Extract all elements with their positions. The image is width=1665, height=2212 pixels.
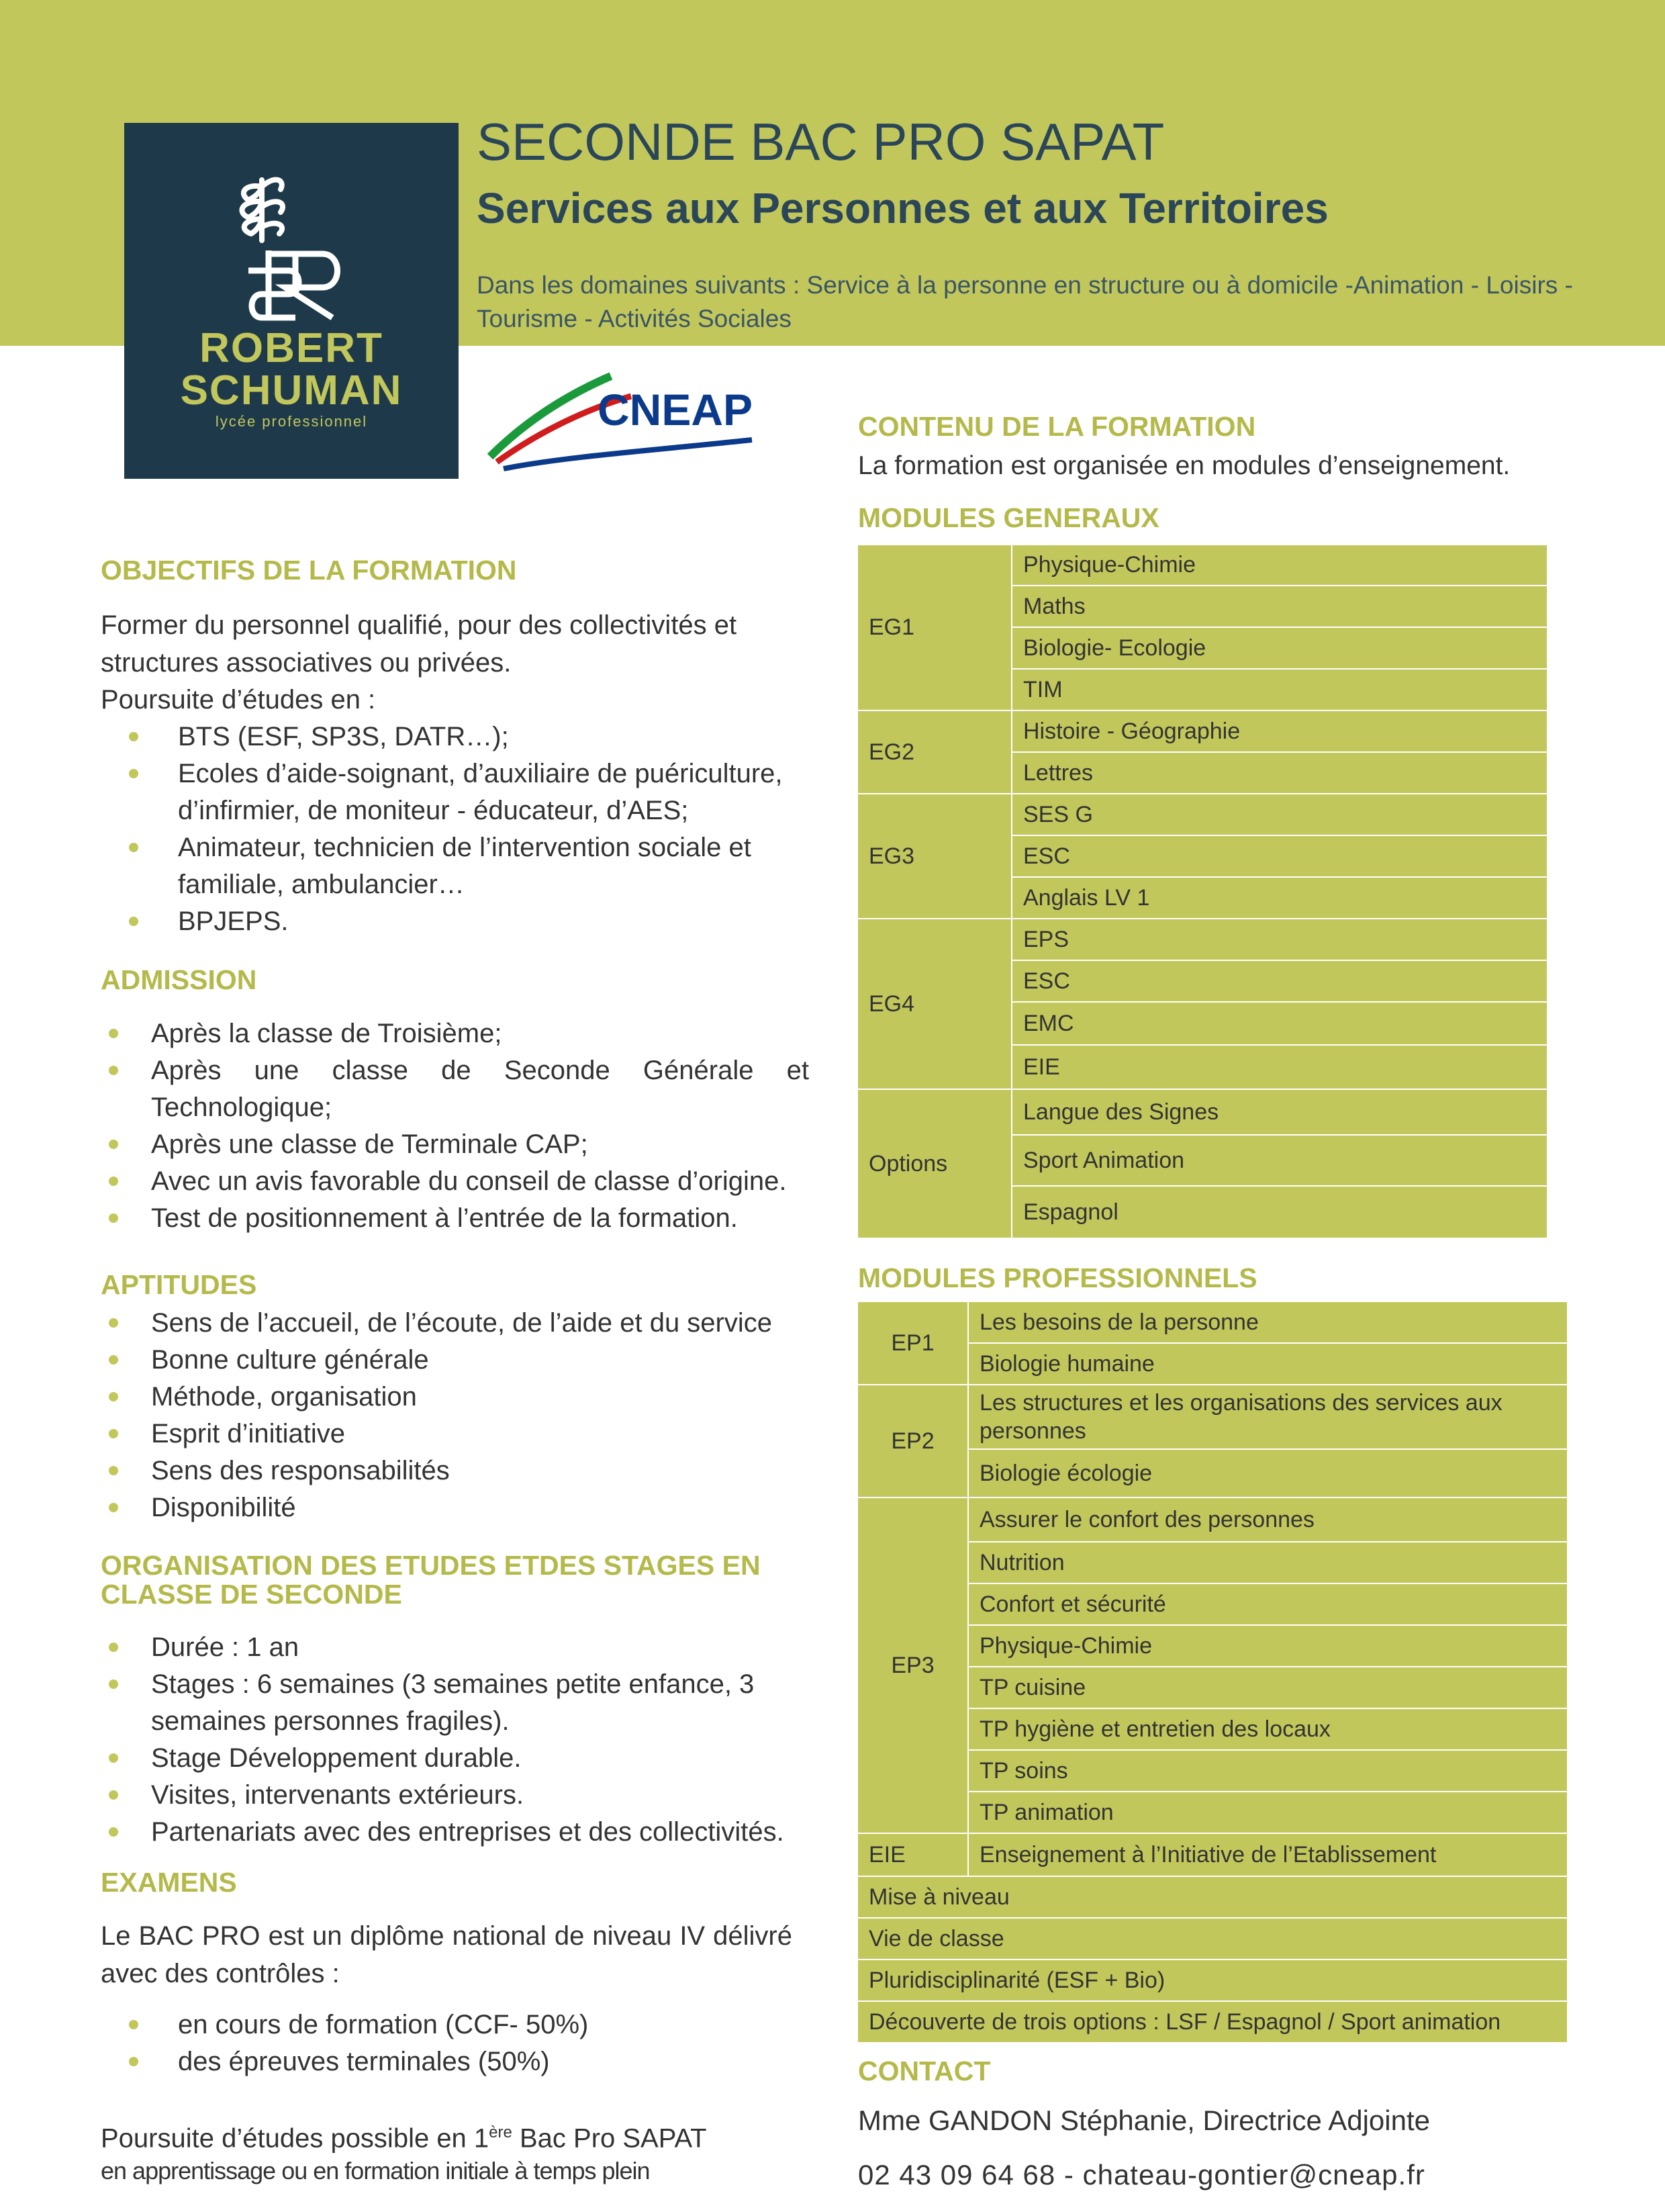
module-item: Anglais LV 1 xyxy=(1012,877,1548,919)
module-item: Assurer le confort des personnes xyxy=(968,1497,1568,1542)
logo-line-robert: ROBERT xyxy=(199,325,383,371)
domains-text: Dans les domaines suivants : Service à la personne en structure ou à domicile -Animation - Loisirs - Tourisme - Activités Sociales xyxy=(477,271,1573,332)
table-row xyxy=(857,794,1548,835)
modules-pro-table xyxy=(857,1301,1568,2043)
examens-heading: EXAMENS xyxy=(101,1867,237,1898)
module-item: ESC xyxy=(1012,960,1548,1002)
module-code: EP1 xyxy=(857,1301,968,1385)
list-item: Sens des responsabilités xyxy=(101,1453,809,1489)
module-code: EP2 xyxy=(857,1385,968,1497)
contenu-text: La formation est organisée en modules d’enseignement. xyxy=(858,451,1511,480)
module-item: Sport Animation xyxy=(1012,1135,1548,1186)
module-item: TIM xyxy=(1012,669,1548,710)
module-item: TP animation xyxy=(968,1792,1568,1833)
list-item: Durée : 1 an xyxy=(101,1629,809,1666)
module-item: Vie de classe xyxy=(857,1918,1568,1960)
poursuite-bac-pro xyxy=(101,2114,809,2157)
list-item: Partenariats avec des entreprises et des collectivités. xyxy=(101,1814,809,1851)
module-item: ESC xyxy=(1012,835,1548,877)
aptitudes-heading: APTITUDES xyxy=(101,1269,257,1300)
module-item: EIE xyxy=(1012,1045,1548,1089)
module-item: Nutrition xyxy=(968,1542,1568,1583)
admission-list xyxy=(101,1015,809,1237)
table-row xyxy=(857,919,1548,960)
list-item: BTS (ESF, SP3S, DATR…); xyxy=(101,719,812,755)
list-item: Disponibilité xyxy=(101,1489,809,1526)
list-item: Animateur, technicien de l’intervention sociale et familiale, ambulancier… xyxy=(101,829,812,903)
module-item: Histoire - Géographie xyxy=(1012,710,1548,752)
list-item: Esprit d’initiative xyxy=(101,1416,809,1453)
contact-heading: CONTACT xyxy=(858,2056,991,2086)
school-logo xyxy=(124,123,459,479)
list-item: en cours de formation (CCF- 50%) xyxy=(101,2007,809,2043)
module-item: Les besoins de la personne xyxy=(968,1301,1568,1343)
objectifs-intro: Former du personnel qualifié, pour des collectivités et structures associatives ou privées. xyxy=(101,610,737,678)
table-row xyxy=(857,1385,1568,1449)
module-item: TP soins xyxy=(968,1750,1568,1792)
table-row xyxy=(857,1833,1568,1876)
module-item: Biologie humaine xyxy=(968,1343,1568,1385)
table-row xyxy=(857,710,1548,752)
module-code: EG3 xyxy=(857,794,1012,919)
logo-subtitle: lycée professionnel xyxy=(215,413,368,430)
objectifs-heading: OBJECTIFS DE LA FORMATION xyxy=(101,555,517,586)
organisation-heading xyxy=(101,1551,761,1609)
page-title: SECONDE BAC PRO SAPAT xyxy=(477,112,1165,171)
poursuite-text: Poursuite d’études possible en 1 xyxy=(101,2123,489,2154)
module-item: Pluridisciplinarité (ESF + Bio) xyxy=(857,1960,1568,2001)
modules-generaux-table xyxy=(857,544,1548,1239)
module-item: Confort et sécurité xyxy=(968,1583,1568,1625)
table-row xyxy=(857,1497,1568,1542)
module-code: Options xyxy=(857,1089,1012,1238)
module-code: EIE xyxy=(857,1833,968,1876)
table-row xyxy=(857,545,1548,586)
module-item: Les structures et les organisations des services aux personnes xyxy=(968,1385,1568,1449)
list-item: Stages : 6 semaines (3 semaines petite enfance, 3 semaines personnes fragiles). xyxy=(101,1666,809,1740)
module-item: Physique-Chimie xyxy=(968,1625,1568,1667)
module-item: SES G xyxy=(1012,794,1548,835)
module-code: EP3 xyxy=(857,1497,968,1833)
contact-info: 02 43 09 64 68 - chateau-gontier@cneap.fr xyxy=(858,2159,1425,2191)
admission-heading: ADMISSION xyxy=(101,964,257,995)
cneap-wordmark: CNEAP xyxy=(598,385,753,434)
table-row xyxy=(857,1301,1568,1343)
module-item: TP hygiène et entretien des locaux xyxy=(968,1708,1568,1750)
module-code: EG1 xyxy=(857,545,1012,710)
table-row xyxy=(857,1089,1548,1135)
modules-generaux-heading: MODULES GENERAUX xyxy=(858,502,1159,533)
organisation-heading-line1: ORGANISATION DES ETUDES ETDES STAGES EN xyxy=(101,1550,761,1581)
organisation-heading-line2: CLASSE DE SECONDE xyxy=(101,1579,402,1610)
organisation-list xyxy=(101,1629,809,1851)
module-item: Espagnol xyxy=(1012,1186,1548,1238)
module-code: EG4 xyxy=(857,919,1012,1089)
list-item: Après une classe de Seconde Générale et Technologique; xyxy=(101,1052,809,1126)
list-item: Après une classe de Terminale CAP; xyxy=(101,1126,809,1163)
objectifs-list xyxy=(101,719,812,940)
module-item: TP cuisine xyxy=(968,1667,1568,1708)
poursuite-modalites: en apprentissage ou en formation initiale à temps plein xyxy=(101,2157,650,2184)
module-item: Maths xyxy=(1012,586,1548,627)
list-item: Sens de l’accueil, de l’écoute, de l’aide et du service xyxy=(101,1305,809,1342)
module-item: Biologie- Ecologie xyxy=(1012,627,1548,669)
examens-list xyxy=(101,2007,809,2080)
cneap-logo xyxy=(483,356,765,473)
module-item: EMC xyxy=(1012,1002,1548,1045)
poursuite-sup: ère xyxy=(489,2123,512,2141)
module-item: Biologie écologie xyxy=(968,1449,1568,1497)
poursuite-text-end: Bac Pro SAPAT xyxy=(512,2123,707,2154)
module-item: EPS xyxy=(1012,919,1548,960)
list-item: Stage Développement durable. xyxy=(101,1740,809,1777)
table-row xyxy=(857,1960,1568,2001)
module-item: Mise à niveau xyxy=(857,1876,1568,1918)
list-item: Visites, intervenants extérieurs. xyxy=(101,1777,809,1814)
list-item: Avec un avis favorable du conseil de classe d’origine. xyxy=(101,1163,809,1200)
contact-name: Mme GANDON Stéphanie, Directrice Adjointe xyxy=(858,2105,1430,2136)
poursuite-label: Poursuite d’études en : xyxy=(101,685,376,715)
page-subtitle: Services aux Personnes et aux Territoires xyxy=(477,184,1329,232)
module-item: Langue des Signes xyxy=(1012,1089,1548,1135)
list-item: des épreuves terminales (50%) xyxy=(101,2043,809,2080)
table-row xyxy=(857,2001,1568,2043)
module-item: Découverte de trois options : LSF / Espagnol / Sport animation xyxy=(857,2001,1568,2043)
list-item: Ecoles d’aide-soignant, d’auxiliaire de puériculture, d’infirmier, de moniteur - éducateur, d’AES; xyxy=(101,755,812,829)
laurel-monogram-icon xyxy=(222,160,363,334)
examens-text: Le BAC PRO est un diplôme national de niveau IV délivré avec des contrôles : xyxy=(101,1921,792,1988)
table-row xyxy=(857,1918,1568,1960)
list-item: Test de positionnement à l’entrée de la formation. xyxy=(101,1200,809,1237)
list-item: Bonne culture générale xyxy=(101,1342,809,1379)
aptitudes-list xyxy=(101,1305,809,1526)
module-code: EG2 xyxy=(857,710,1012,794)
contenu-heading: CONTENU DE LA FORMATION xyxy=(858,411,1256,442)
list-item: BPJEPS. xyxy=(101,903,812,940)
module-item: Physique-Chimie xyxy=(1012,545,1548,586)
list-item: Après la classe de Troisième; xyxy=(101,1015,809,1052)
module-item: Lettres xyxy=(1012,752,1548,794)
modules-pro-heading: MODULES PROFESSIONNELS xyxy=(858,1262,1257,1293)
module-item: Enseignement à l’Initiative de l’Etablissement xyxy=(968,1833,1568,1876)
list-item: Méthode, organisation xyxy=(101,1379,809,1416)
table-row xyxy=(857,1876,1568,1918)
logo-line-schuman: SCHUMAN xyxy=(180,367,403,414)
